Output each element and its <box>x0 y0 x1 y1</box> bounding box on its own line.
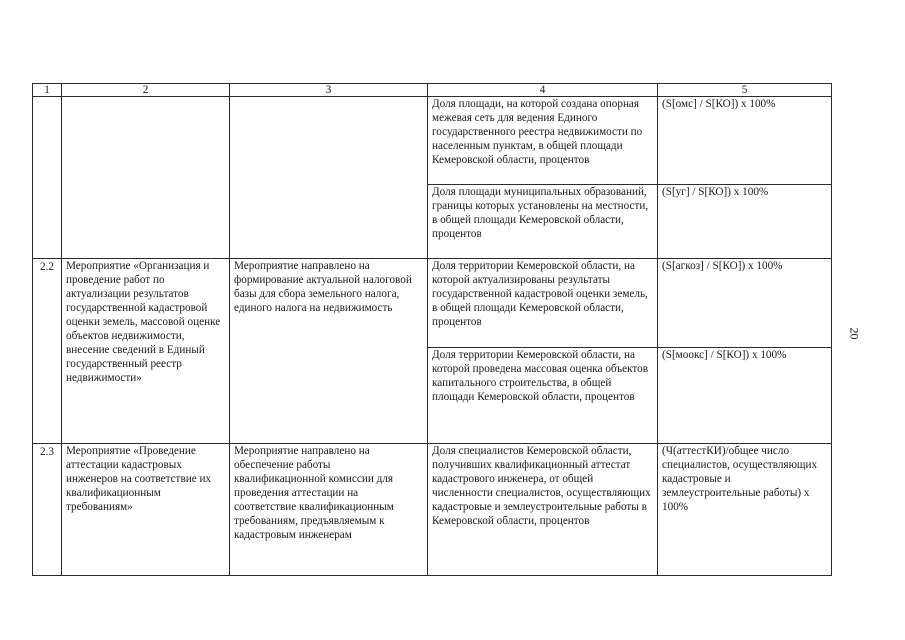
indicator-formula-cell: (S[уг] / S[КО]) x 100% <box>658 185 832 259</box>
page-number: 20 <box>847 327 862 340</box>
indicator-text-cell: Доля территории Кемеровской области, на которой актуализированы результаты государственной кадастровой оценки земель, в общей площади Кемеровской области, процентов <box>428 259 658 348</box>
indicator-formula-cell: (S[агкоз] / S[КО]) x 100% <box>658 259 832 348</box>
column-number-2: 2 <box>62 84 230 97</box>
row-number-cell: 2.3 <box>33 444 62 576</box>
table-row <box>33 259 832 348</box>
column-number-1: 1 <box>33 84 62 97</box>
indicator-formula-cell: (S[моокс] / S[КО]) x 100% <box>658 348 832 444</box>
table-row <box>33 444 832 576</box>
measure-purpose-cell: Мероприятие направлено на обеспечение работы квалификационной комиссии для проведения аттестации на соответствие квалификационным требованиям, предъявляемым к кадастровым инженерам <box>230 444 428 576</box>
indicator-formula-cell: (S[омс] / S[КО]) x 100% <box>658 97 832 185</box>
column-number-3: 3 <box>230 84 428 97</box>
measure-name-cell <box>62 97 230 259</box>
measure-purpose-cell: Мероприятие направлено на формирование актуальной налоговой базы для сбора земельного налога, единого налога на недвижимость <box>230 259 428 444</box>
indicator-formula-cell: (Ч(аттестКИ)/общее число специалистов, осуществляющих кадастровые и землеустроительные работы) x 100% <box>658 444 832 576</box>
measures-table <box>32 83 832 576</box>
column-number-5: 5 <box>658 84 832 97</box>
measure-name-cell: Мероприятие «Проведение аттестации кадастровых инженеров на соответствие их квалификационным требованиям» <box>62 444 230 576</box>
table-row <box>33 97 832 185</box>
column-number-4: 4 <box>428 84 658 97</box>
row-number-cell <box>33 97 62 259</box>
measure-name-cell: Мероприятие «Организация и проведение работ по актуализации результатов государственной кадастровой оценки земель, массовой оценке объектов недвижимости, внесение сведений в Единый государственный реестр недвижимости» <box>62 259 230 444</box>
measure-purpose-cell <box>230 97 428 259</box>
row-number-cell: 2.2 <box>33 259 62 444</box>
indicator-text-cell: Доля территории Кемеровской области, на которой проведена массовая оценка объектов капитального строительства, в общей площади Кемеровской области, процентов <box>428 348 658 444</box>
indicator-text-cell: Доля площади муниципальных образований, границы которых установлены на местности, в общей площади Кемеровской области, процентов <box>428 185 658 259</box>
column-number-row <box>33 84 832 97</box>
indicator-text-cell: Доля площади, на которой создана опорная межевая сеть для ведения Единого государственного реестра недвижимости по населенным пунктам, в общей площади Кемеровской области, процентов <box>428 97 658 185</box>
indicator-text-cell: Доля специалистов Кемеровской области, получивших квалификационный аттестат кадастрового инженера, от общей численности специалистов, осуществляющих кадастровые и землеустроительные работы в Кемеровской области, процентов <box>428 444 658 576</box>
